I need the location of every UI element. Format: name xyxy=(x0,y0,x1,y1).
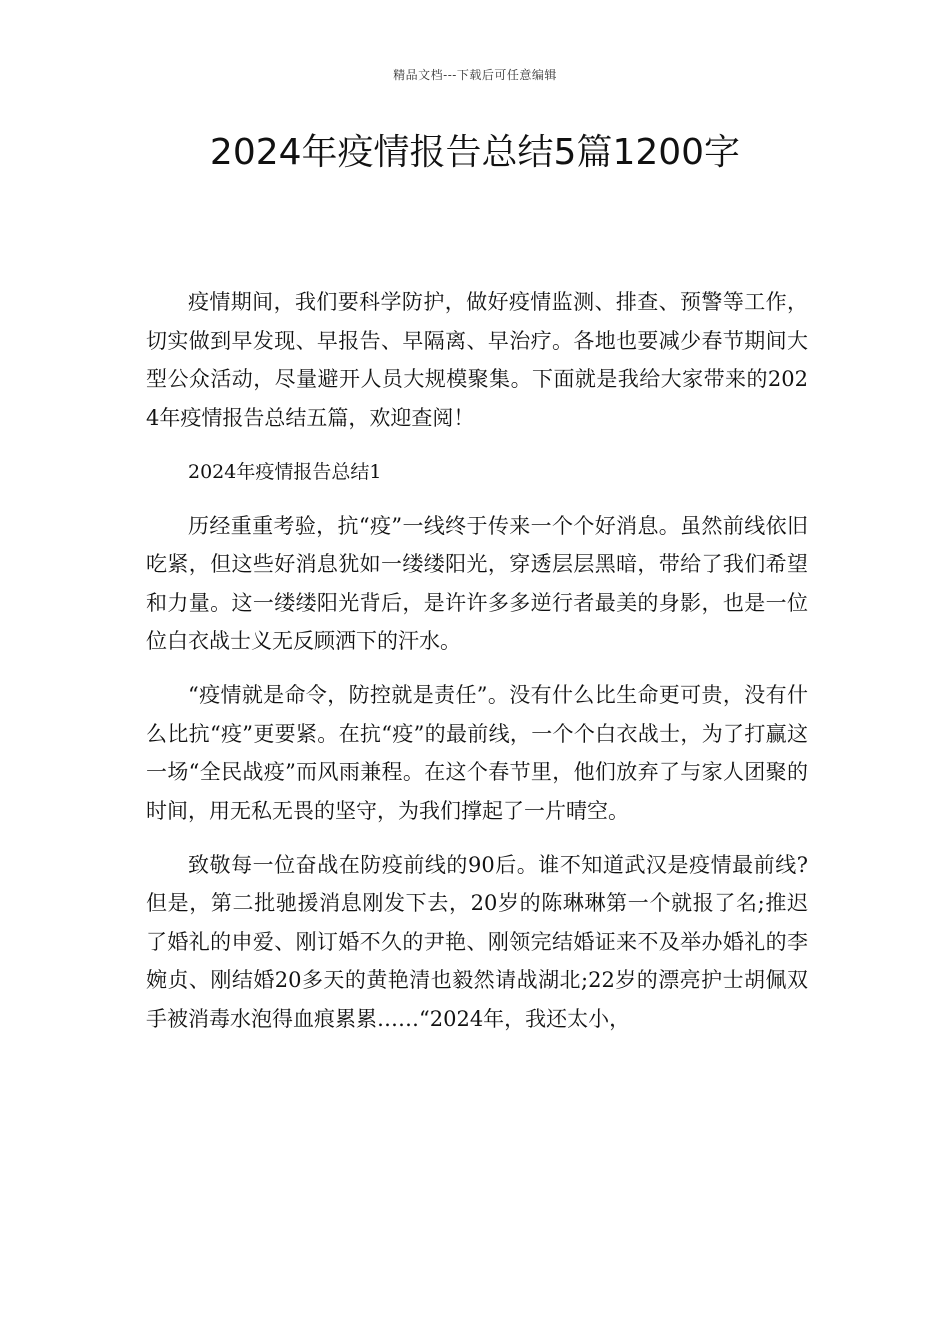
body-paragraph-2: “疫情就是命令，防控就是责任”。没有什么比生命更可贵，没有什么比抗“疫”更要紧。在抗“疫”的最前线，一个个白衣战士，为了打赢这一场“全民战疫”而风雨兼程。在这个春节里，他们放弃了与家人团聚的时间，用无私无畏的坚守，为我们撑起了一片晴空。 xyxy=(146,683,808,823)
intro-paragraph: 疫情期间，我们要科学防护，做好疫情监测、排查、预警等工作，切实做到早发现、早报告、早隔离、早治疗。各地也要减少春节期间大型公众活动，尽量避开人员大规模聚集。下面就是我给大家带来的2024年疫情报告总结五篇，欢迎查阅！ xyxy=(146,290,808,430)
body-paragraph-1: 历经重重考验，抗“疫”一线终于传来一个个好消息。虽然前线依旧吃紧，但这些好消息犹如一缕缕阳光，穿透层层黑暗，带给了我们希望和力量。这一缕缕阳光背后，是许许多多逆行者最美的身影，也是一位位白衣战士义无反顾洒下的汗水。 xyxy=(146,513,808,653)
section-heading: 2024年疫情报告总结1 xyxy=(188,460,382,483)
document-body xyxy=(146,283,808,1038)
header-note: 精品文档---下载后可任意编辑 xyxy=(393,68,557,82)
body-paragraph-3: 致敬每一位奋战在防疫前线的90后。谁不知道武汉是疫情最前线?但是，第二批驰援消息刚发下去，20岁的陈琳琳第一个就报了名;推迟了婚礼的申爱、刚订婚不久的尹艳、刚领完结婚证来不及举办婚礼的李婉贞、刚结婚20多天的黄艳清也毅然请战湖北;22岁的漂亮护士胡佩双手被消毒水泡得血痕累累……“2024年，我还太小， xyxy=(146,852,808,1031)
document-title: 2024年疫情报告总结5篇1200字 xyxy=(209,132,741,173)
